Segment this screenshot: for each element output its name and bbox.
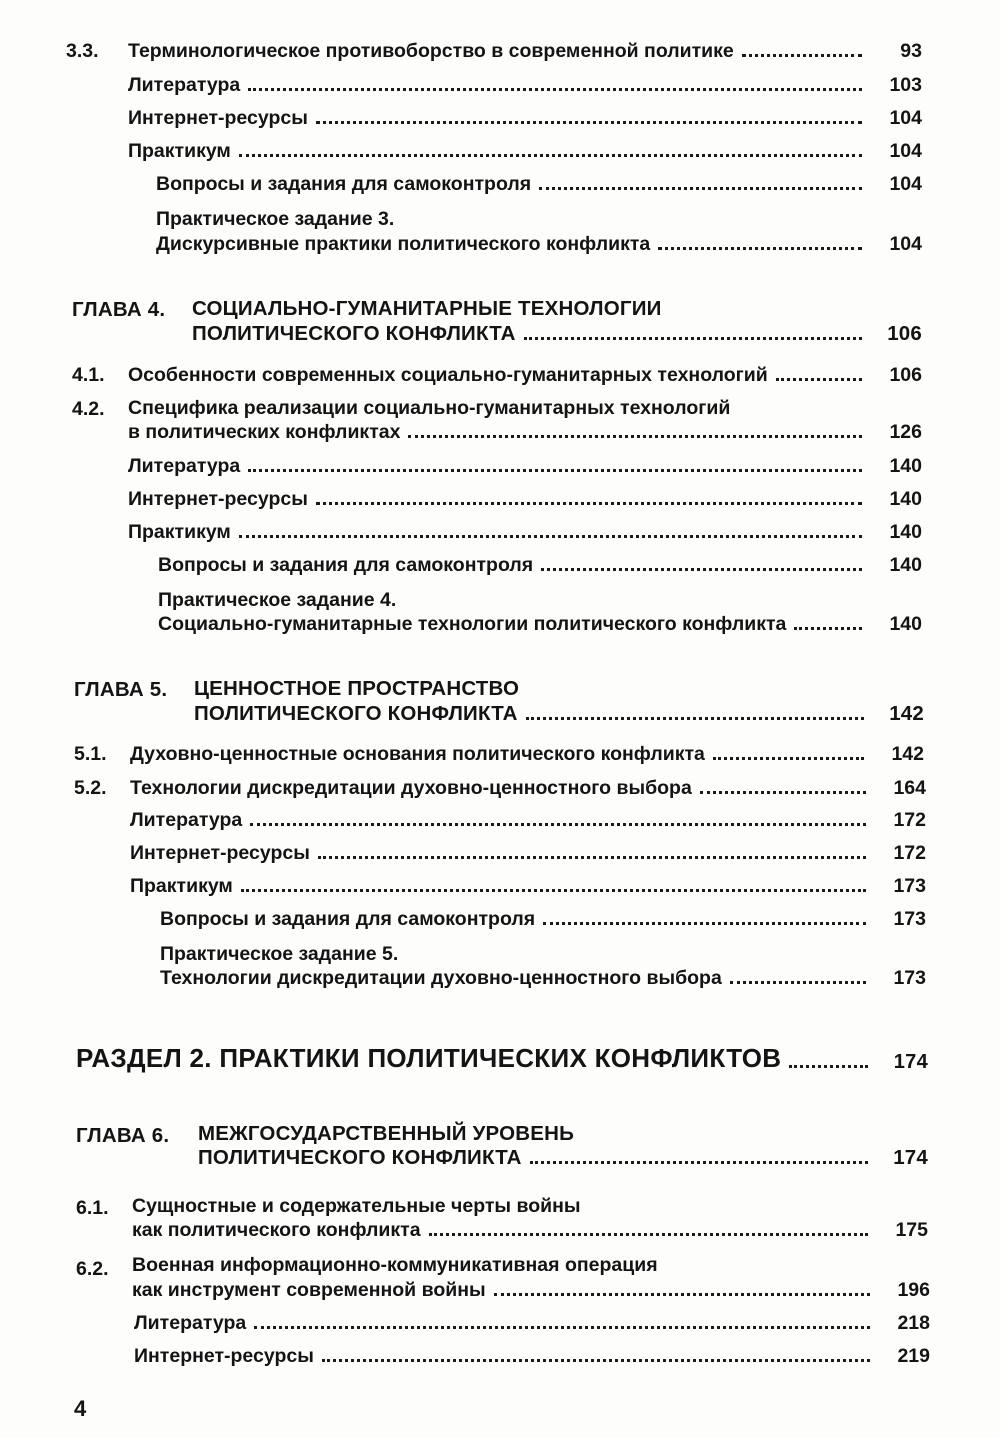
entry-page: 140 [889,521,922,543]
dot-leader [494,1293,870,1296]
toc-entry[interactable] [130,743,924,766]
toc-entry[interactable] [158,554,922,577]
toc-entry[interactable] [156,173,922,196]
dot-leader [241,889,866,892]
dot-leader [742,54,862,57]
dot-leader [539,187,862,190]
entry-title: Вопросы и задания для самоконтроля [158,554,534,576]
dot-leader [318,856,866,859]
entry-title-line1: Военная информационно-коммуникативная операция [132,1254,658,1276]
entry-title: Интернет-ресурсы [134,1345,314,1367]
dot-leader [658,247,862,250]
entry-page: 106 [889,364,922,386]
toc-chapter[interactable] [192,322,922,346]
dot-leader [429,1233,868,1236]
dot-leader [730,981,866,984]
entry-title-line1: Практическое задание 4. [158,589,397,611]
dot-leader [524,337,862,340]
entry-title: Интернет-ресурсы [128,488,308,510]
toc-entry[interactable] [128,364,922,387]
section-title: РАЗДЕЛ 2. ПРАКТИКИ ПОЛИТИЧЕСКИХ КОНФЛИКТОВ [76,1043,782,1073]
dot-leader [789,1065,868,1068]
entry-page: 104 [889,107,922,129]
toc-entry[interactable] [134,1345,930,1368]
entry-title: Практикум [130,875,233,897]
toc-entry[interactable] [128,455,922,478]
toc-chapter[interactable] [194,702,924,726]
entry-page: 93 [900,40,922,62]
entry-title: Терминологическое противоборство в современной политике [128,40,734,62]
entry-page: 103 [889,74,922,96]
dot-leader [316,502,862,505]
entry-title: Литература [130,809,243,831]
toc-entry[interactable] [128,488,922,511]
entry-title: Вопросы и задания для самоконтроля [156,173,532,195]
dot-leader [254,1326,870,1329]
dot-leader [408,435,862,438]
chapter-title: ПОЛИТИЧЕСКОГО КОНФЛИКТА [194,702,518,725]
entry-number: 6.1. [76,1197,109,1219]
toc-entry[interactable] [128,40,922,63]
toc-entry[interactable] [132,1219,928,1242]
entry-title: Социально-гуманитарные технологии политического конфликта [158,613,787,635]
chapter-title-line1: МЕЖГОСУДАРСТВЕННЫЙ УРОВЕНЬ [198,1122,575,1145]
entry-page: 174 [893,1146,928,1169]
toc-entry[interactable] [160,908,926,931]
entry-title: Интернет-ресурсы [130,842,310,864]
entry-page: 172 [893,809,926,831]
toc-entry[interactable] [128,74,922,97]
entry-page: 126 [889,421,922,443]
dot-leader [543,922,866,925]
entry-number: 6.2. [76,1258,109,1280]
dot-leader [322,1359,870,1362]
toc-entry[interactable] [160,967,926,990]
entry-page: 142 [889,702,924,725]
toc-entry[interactable] [132,1279,930,1302]
entry-page: 104 [889,233,922,255]
dot-leader [239,154,862,157]
entry-page: 104 [889,140,922,162]
entry-title: как политического конфликта [132,1219,421,1241]
entry-title: Особенности современных социально-гуманитарных технологий [128,364,768,386]
toc-entry[interactable] [130,875,926,898]
toc-entry[interactable] [156,233,922,256]
entry-page: 140 [889,613,922,635]
entry-title-line1: Специфика реализации социально-гуманитарных технологий [128,397,731,419]
dot-leader [239,535,862,538]
entry-title: Технологии дискредитации духовно-ценностного выбора [160,967,722,989]
entry-title: Технологии дискредитации духовно-ценностного выбора [130,777,692,799]
entry-page: 174 [893,1051,928,1073]
entry-page: 142 [891,743,924,765]
entry-title: Вопросы и задания для самоконтроля [160,908,536,930]
chapter-title: ПОЛИТИЧЕСКОГО КОНФЛИКТА [198,1146,522,1169]
entry-title: Литература [128,455,241,477]
entry-title: Духовно-ценностные основания политического конфликта [130,743,705,765]
entry-number: 4.2. [72,398,105,420]
entry-title: как инструмент современной войны [132,1279,486,1301]
entry-page: 172 [893,842,926,864]
toc-chapter[interactable] [198,1146,928,1170]
chapter-title-line1: ЦЕННОСТНОЕ ПРОСТРАНСТВО [194,677,520,700]
toc-entry[interactable] [128,421,922,444]
toc-entry[interactable] [130,809,926,832]
entry-title-line1: Сущностные и содержательные черты войны [132,1195,581,1217]
entry-page: 104 [889,173,922,195]
toc-entry[interactable] [128,521,922,544]
entry-page: 140 [889,455,922,477]
dot-leader [250,823,866,826]
entry-page: 175 [895,1219,928,1241]
chapter-title-line1: СОЦИАЛЬНО-ГУМАНИТАРНЫЕ ТЕХНОЛОГИИ [192,297,662,320]
entry-title-line1: Практическое задание 5. [160,943,399,965]
entry-title: Литература [128,74,241,96]
toc-section[interactable] [76,1043,928,1074]
dot-leader [713,757,864,760]
toc-entry[interactable] [130,842,926,865]
entry-title: Литература [134,1312,247,1334]
entry-page: 173 [893,908,926,930]
toc-entry[interactable] [134,1312,930,1335]
entry-number: 4.1. [72,364,105,386]
entry-number: 5.2. [74,777,107,799]
dot-leader [700,791,866,794]
dot-leader [530,1161,868,1164]
entry-page: 173 [893,967,926,989]
entry-title: Практикум [128,521,231,543]
dot-leader [248,88,862,91]
entry-page: 219 [897,1345,930,1367]
entry-page: 173 [893,875,926,897]
chapter-title: ПОЛИТИЧЕСКОГО КОНФЛИКТА [192,322,516,345]
chapter-label: ГЛАВА 6. [76,1124,170,1147]
entry-page: 140 [889,488,922,510]
chapter-label: ГЛАВА 5. [74,678,168,701]
dot-leader [316,121,862,124]
toc-entry[interactable] [128,107,922,130]
entry-title: Практикум [128,140,231,162]
page-number: 4 [74,1396,87,1421]
entry-page: 106 [887,322,922,345]
entry-number: 3.3. [66,40,99,62]
entry-title: Интернет-ресурсы [128,107,308,129]
entry-title: в политических конфликтах [128,421,401,443]
chapter-label: ГЛАВА 4. [72,298,166,321]
dot-leader [526,717,864,720]
dot-leader [776,378,862,381]
dot-leader [541,568,862,571]
entry-page: 218 [897,1312,930,1334]
entry-page: 164 [893,777,926,799]
entry-page: 196 [897,1279,930,1301]
entry-number: 5.1. [74,743,107,765]
toc-entry[interactable] [130,777,926,800]
toc-entry[interactable] [128,140,922,163]
dot-leader [248,469,862,472]
entry-page: 140 [889,554,922,576]
toc-entry[interactable] [158,613,922,636]
dot-leader [794,627,862,630]
entry-title-line1: Практическое задание 3. [156,208,395,230]
entry-title: Дискурсивные практики политического конфликта [156,233,651,255]
